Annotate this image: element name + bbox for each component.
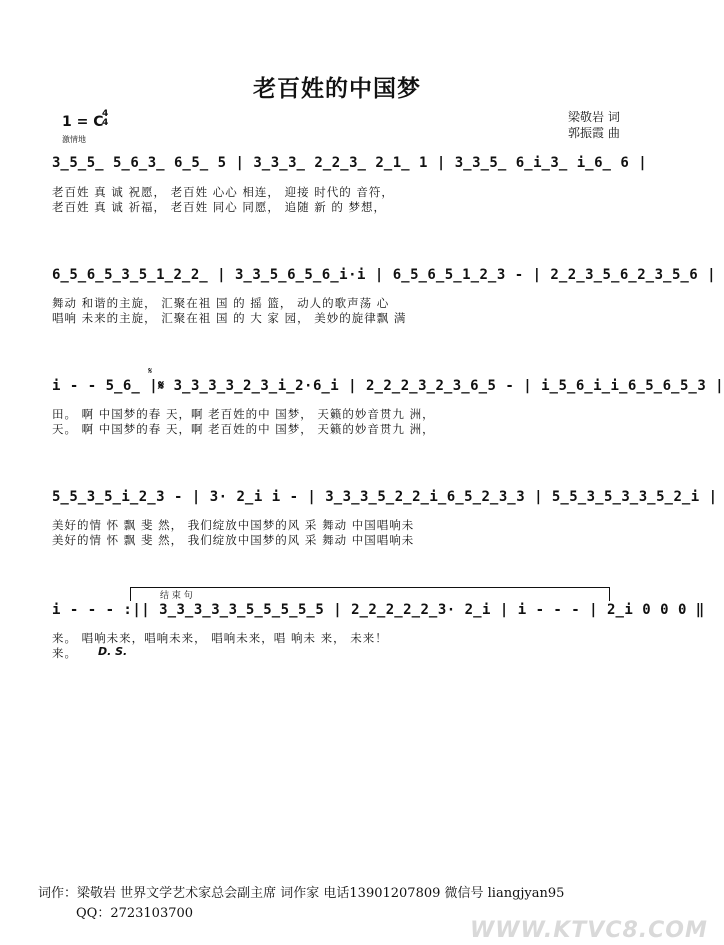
lyric-line: 来。 bbox=[52, 646, 77, 660]
lyric-line: 唱响 未来的主旋， 汇聚在祖 国 的 大 家 园， 美妙的旋律飘 满 bbox=[52, 311, 407, 325]
lyric-line: 老百姓 真 诚 祝愿， 老百姓 心心 相连， 迎接 时代的 音符， bbox=[52, 185, 394, 199]
time-signature: 4 4 bbox=[102, 109, 109, 128]
ending-bracket bbox=[130, 587, 610, 601]
ending-label: 结 束 句 bbox=[160, 591, 193, 601]
notation-line: 5̲5̲3̲5̲i̲2̲3 - | 3· 2̲i i - | 3̲3̲3̲5̲2̲2̲i̲6̲5̲2̲3̲3 | 5̲5̲3̲5̲3̲3̲5̲2̲i | bbox=[52, 489, 718, 505]
composer-credit: 郭振霞 曲 bbox=[568, 126, 620, 140]
lyric-line: 田。 啊 中国梦的春 天，啊 老百姓的中 国梦， 天籁的妙音贯九 洲， bbox=[52, 407, 435, 421]
lyricist-credit: 梁敬岩 词 bbox=[568, 110, 620, 124]
footer-qq: QQ：2723103700 bbox=[76, 906, 194, 921]
watermark: WWW.KTVC8.COM bbox=[470, 918, 708, 943]
dal-segno-mark: D. S. bbox=[98, 645, 128, 658]
key-signature: 1 = C bbox=[62, 114, 104, 130]
tempo-marking: 激情地 bbox=[62, 135, 86, 144]
lyric-line: 来。 唱响未来，唱响未来， 唱响未来，唱 响未 来， 未来！ bbox=[52, 631, 388, 645]
lyric-line: 舞动 和谐的主旋， 汇聚在祖 国 的 摇 篮， 动人的歌声荡 心 bbox=[52, 296, 390, 310]
page-title: 老百姓的中国梦 bbox=[253, 75, 421, 102]
notation-line: i - - - :|| 3̲3̲3̲3̲3̲5̲5̲5̲5̲5 | 2̲2̲2̲2̲2̲3· 2̲i | i - - - | 2̲i 0 0 0 ‖ bbox=[52, 602, 705, 618]
lyric-line: 天。 啊 中国梦的春 天，啊 老百姓的中 国梦， 天籁的妙音贯九 洲， bbox=[52, 422, 435, 436]
footer-contact: 词作：梁敬岩 世界文学艺术家总会副主席 词作家 电话13901207809 微信号 liangjyan95 bbox=[38, 886, 565, 901]
lyric-line: 老百姓 真 诚 祈福， 老百姓 同心 同愿， 追随 新 的 梦想， bbox=[52, 200, 387, 214]
lyric-line: 美好的情 怀 飘 斐 然， 我们绽放中国梦的风 采 舞动 中国唱响未 bbox=[52, 518, 415, 532]
notation-line: 6̲5̲6̲5̲3̲5̲1̲2̲2̲ | 3̲3̲5̲6̲5̲6̲i·i | 6̲5̲6̲5̲1̲2̲3 - | 2̲2̲3̲5̲6̲2̲3̲5̲6 | bbox=[52, 267, 717, 283]
notation-line: i - - 5̲6̲ |𝄋 3̲3̲3̲3̲2̲3̲i̲2·6̲i | 2̲2̲2̲3̲2̲3̲6̲5 - | i̲5̲6̲i̲i̲6̲5̲6̲5̲3 | bbox=[52, 378, 724, 394]
notation-line: 3̲5̲5̲ 5̲6̲3̲ 6̲5̲ 5 | 3̲3̲3̲ 2̲2̲3̲ 2̲1̲ 1 | 3̲3̲5̲ 6̲i̲3̲ i̲6̲ 6 | bbox=[52, 155, 648, 171]
segno-sign: 𝄋 bbox=[148, 366, 153, 377]
lyric-line: 美好的情 怀 飘 斐 然， 我们绽放中国梦的风 采 舞动 中国唱响未 bbox=[52, 533, 415, 547]
